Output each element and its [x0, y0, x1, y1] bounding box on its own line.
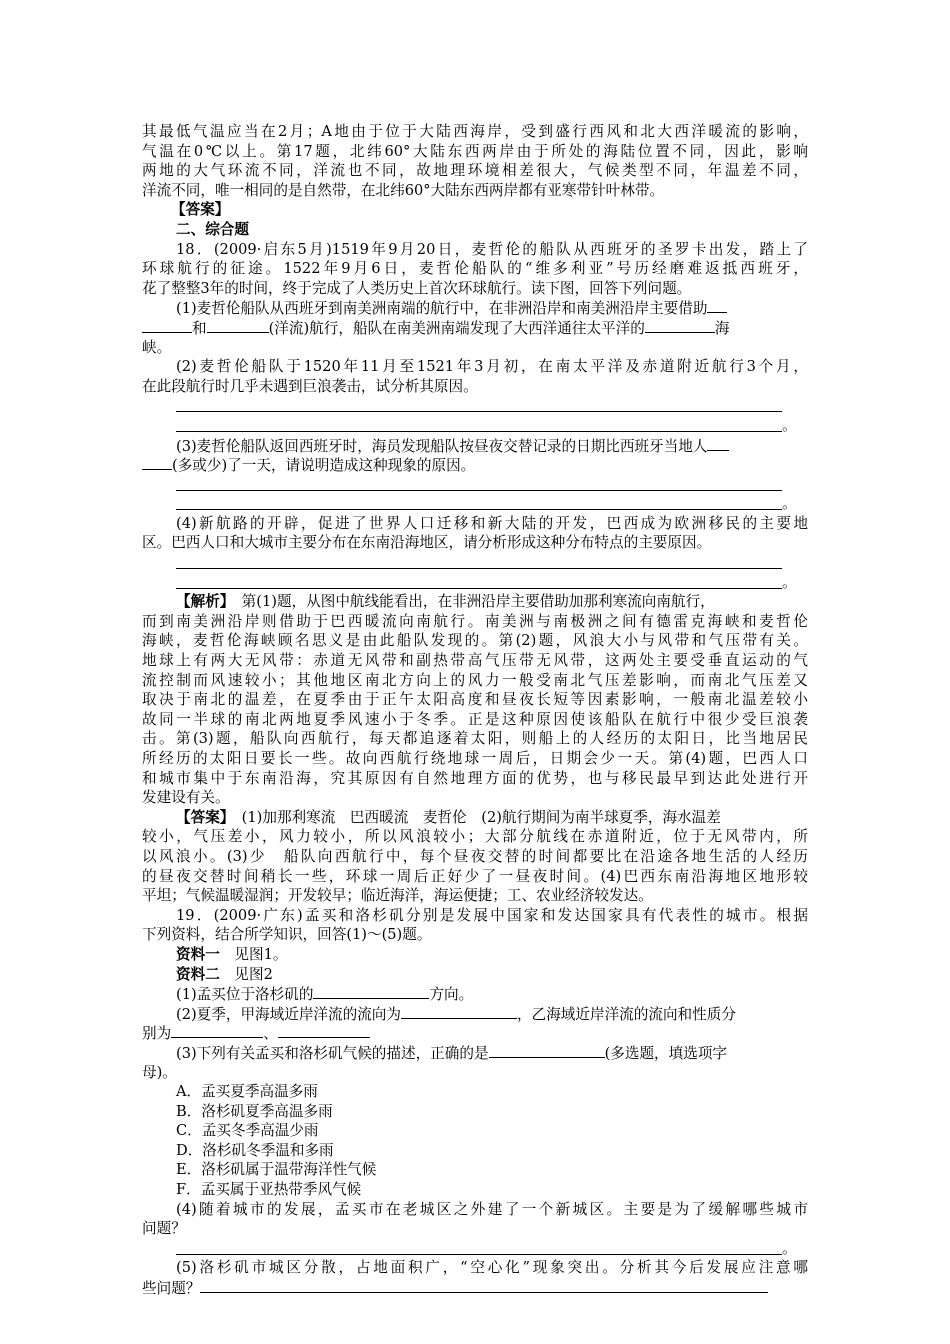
q19-part3-line-1: (3)下列有关孟买和洛杉矶气候的描述，正确的是 (多选题，填选项字: [176, 1044, 728, 1062]
q19-answer-blank[interactable]: [200, 1278, 768, 1293]
answer-line[interactable]: 。: [142, 1239, 808, 1259]
q19-option[interactable]: D．洛杉矶冬季温和多雨: [176, 1141, 334, 1159]
q19-option[interactable]: C．孟买冬季高温少雨: [176, 1122, 319, 1140]
q18-analysis-line-10: 和城市集中于东南沿海，究其原因有自然地理方面的优势，也与移民最早到达此处进行开: [142, 769, 808, 787]
q18-part4-line-1: (4)新航路的开辟，促进了世界人口迁移和新大陆的开发，巴西成为欧洲移民的主要地: [176, 514, 808, 532]
q18-analysis-line-6: 取决于南北的温差，在夏季由于正午太阳高度和昼夜长短等因素影响，一般南北温差较小: [142, 691, 808, 709]
q18-blank-1a[interactable]: [707, 298, 727, 313]
q18-stem-line-3: 花了整整3年的时间，终于完成了人类历史上首次环球航行。读下图，回答下列问题。: [142, 279, 692, 297]
answer-line[interactable]: [142, 396, 808, 416]
q18-part1-line-3: 峡。: [142, 338, 172, 356]
q18-analysis-line-4: 地球上有两大无风带：赤道无风带和副热带高气压带无风带，这两处主要受垂直运动的气: [142, 652, 808, 670]
q18-blank-4a[interactable]: [707, 436, 729, 451]
intro-line-3: 两地的大气环流不同，洋流也不同，故地理环境相差很大，气候类型不同，年温差不同，: [142, 162, 808, 180]
q19-part5-line-2: 些问题？: [142, 1278, 808, 1298]
q19-option[interactable]: F．孟买属于亚热带季风气候: [176, 1181, 362, 1199]
q19-stem-line-1: 19．(2009·广东)孟买和洛杉矶分别是发展中国家和发达国家具有代表性的城市。根据: [176, 906, 808, 924]
answer-line[interactable]: 。: [142, 573, 808, 593]
q19-part4-line-1: (4)随着城市的发展，孟买市在老城区之外建了一个新城区。主要是为了缓解哪些城市: [176, 1200, 808, 1218]
intro-answer-label: 【答案】: [171, 201, 230, 219]
q19-part2-line-1: (2)夏季，甲海域近岸洋流的流向为 ，乙海域近岸洋流的流向和性质分: [176, 1005, 736, 1023]
q19-part1: (1)孟买位于洛杉矶的 方向。: [176, 986, 474, 1004]
q19-option[interactable]: E．洛杉矶属于温带海洋性气候: [176, 1161, 377, 1179]
q19-part5-line-1: (5)洛杉矶市城区分散，占地面积广，“空心化”现象突出。分析其今后发展应注意哪: [176, 1259, 808, 1277]
q18-analysis-line-8: 击。第(3)题，船队向西航行，每天都追逐着太阳，则船上的人经历的太阳日，比当地居民: [142, 730, 808, 748]
intro-line-2: 气温在0℃以上。第17题，北纬60°大陆东西两岸由于所处的海陆位置不同，因此，影响: [142, 142, 808, 160]
q19-part3-line-2: 母)。: [142, 1063, 177, 1081]
answer-line[interactable]: 。: [142, 416, 808, 436]
q18-analysis-line-1: 【解析】 第(1)题，从图中航线能看出，在非洲沿岸主要借助加那利寒流向南航行，: [176, 593, 715, 611]
q18-part2-line-2: 在此段航行时几乎未遇到巨浪袭击，试分析其原因。: [142, 377, 478, 395]
q18-analysis-line-5: 流控制而风速较小；其他地区南北方向上的风力一般受南北气压差影响，而南北气压差又: [142, 671, 808, 689]
q18-part3-line-2: (多或少)了一天，请说明造成这种现象的原因。: [142, 455, 808, 475]
q18-blank-3[interactable]: [645, 318, 715, 333]
q18-part3-line-1: (3)麦哲伦船队返回西班牙时，海员发现船队按昼夜交替记录的日期比西班牙当地人: [142, 436, 808, 456]
q18-answer-line-2: 较小，气压差小，风力较小，所以风浪较小；大部分航线在赤道附近，位于无风带内，所: [142, 828, 808, 846]
q19-blank-5[interactable]: [489, 1043, 605, 1058]
q19-blank-3[interactable]: [171, 1023, 263, 1038]
q19-part2-line-2: 别为 、: [142, 1023, 808, 1043]
intro-line-1: 其最低气温应当在2月；A地由于位于大陆西海岸，受到盛行西风和北大西洋暖流的影响，: [142, 123, 808, 140]
q18-part1-line-1: (1)麦哲伦船队从西班牙到南美洲南端的航行中，在非洲沿岸和南美洲沿岸主要借助: [142, 298, 808, 318]
q19-resource-2: 资料二 见图2: [176, 965, 273, 983]
q19-blank-2[interactable]: [401, 1004, 517, 1019]
q18-analysis-line-9: 所经历的太阳日要长一些。故向西航行绕地球一周后，日期会少一天。第(4)题，巴西人口: [142, 750, 808, 767]
q18-answer-line-1: 【答案】 (1)加那利寒流 巴西暖流 麦哲伦 (2)航行期间为南半球夏季，海水温差: [176, 808, 721, 826]
q18-analysis-line-2: 而到南美洲沿岸则借助于巴西暖流向南航行。南美洲与南极洲之间有德雷克海峡和麦哲伦: [142, 612, 808, 630]
q18-stem-line-1: 18．(2009·启东5月)1519年9月20日，麦哲伦的船队从西班牙的圣罗卡出发，踏上了: [176, 240, 808, 258]
q18-analysis-line-7: 故同一半球的南北两地夏季风速小于冬季。正是这种原因使该船队在航行中很少受巨浪袭: [142, 710, 808, 728]
q18-blank-2[interactable]: [207, 318, 269, 333]
q18-part4-line-2: 区。巴西人口和大城市主要分布在东南沿海地区，请分析形成这种分布特点的主要原因。: [142, 534, 712, 552]
q18-blank-1b[interactable]: [142, 318, 192, 333]
q19-part4-line-2: 问题？: [142, 1220, 186, 1238]
answer-line[interactable]: [142, 475, 808, 495]
section-title: 二、综合题: [176, 220, 249, 238]
q18-part2-line-1: (2)麦哲伦船队于1520年11月至1521年3月初，在南太平洋及赤道附近航行3个月，: [176, 358, 808, 376]
q18-blank-4b[interactable]: [142, 455, 172, 470]
q19-resource-1: 资料一 见图1。: [176, 945, 288, 963]
q19-option[interactable]: A．孟买夏季高温多雨: [176, 1083, 318, 1101]
q19-blank-1[interactable]: [313, 984, 429, 999]
q18-answer-line-5: 平坦；气候温暖湿润；开发较早；临近海洋，海运便捷；工、农业经济较发达。: [142, 887, 653, 905]
q18-answer-line-3: 以风浪小。(3)少 船队向西航行中，每个昼夜交替的时间都要比在沿途各地生活的人经历: [142, 847, 808, 865]
q18-part1-line-2: 和 (洋流)航行，船队在南美洲南端发现了大西洋通往太平洋的 海: [142, 318, 808, 338]
intro-line-4: 洋流不同，唯一相同的是自然带，在北纬60°大陆东西两岸都有亚寒带针叶林带。: [142, 181, 665, 199]
q19-option[interactable]: B．洛杉矶夏季高温多雨: [176, 1102, 333, 1120]
q19-blank-4[interactable]: [278, 1023, 370, 1038]
document-page: [142, 122, 808, 1298]
answer-line[interactable]: [142, 553, 808, 573]
q19-stem-line-2: 下列资料，结合所学知识，回答(1)～(5)题。: [142, 926, 432, 944]
q18-analysis-line-11: 发建设有关。: [142, 789, 230, 807]
q18-stem-line-2: 环球航行的征途。1522年9月6日，麦哲伦船队的“维多利亚”号历经磨难返抵西班牙，: [142, 260, 808, 278]
q18-analysis-line-3: 海峡，麦哲伦海峡顾名思义是由此船队发现的。第(2)题，风浪大小与风带和气压带有关。: [142, 632, 808, 650]
q18-answer-line-4: 的昼夜交替时间稍长一些，环球一周后正好少了一昼夜时间。(4)巴西东南沿海地区地形较: [142, 867, 808, 885]
answer-line[interactable]: 。: [142, 494, 808, 514]
